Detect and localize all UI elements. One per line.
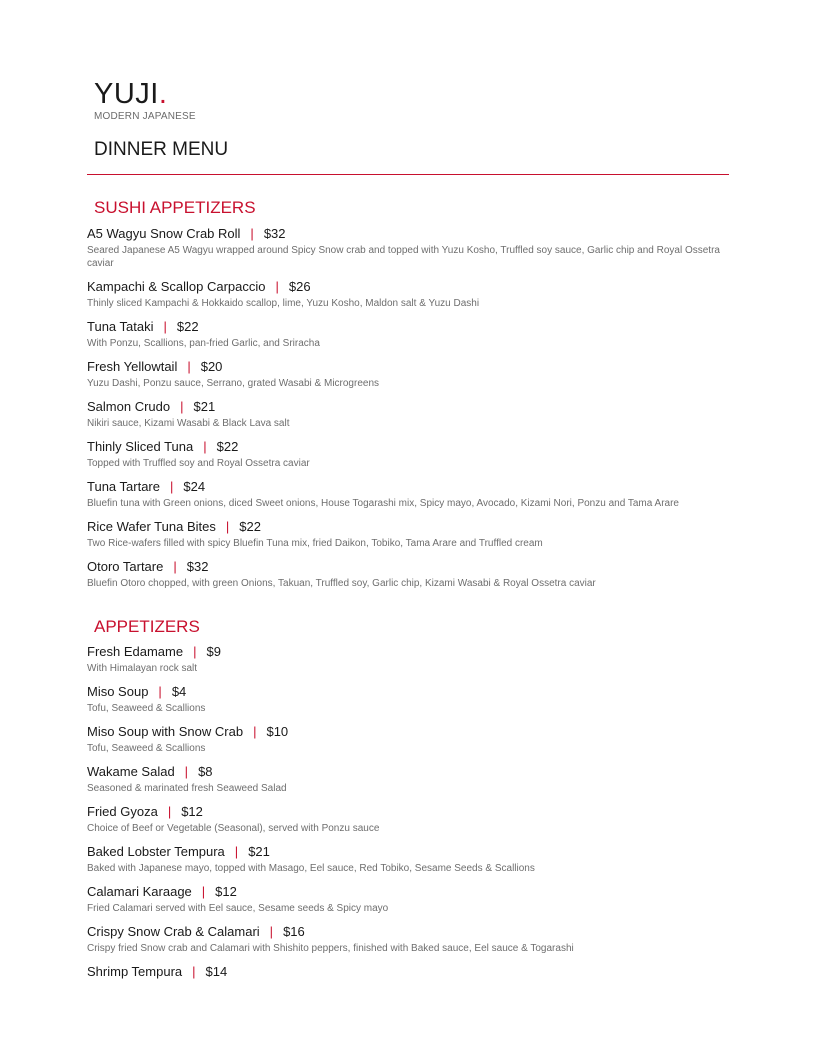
item-description: Bluefin Otoro chopped, with green Onions, Takuan, Truffled soy, Garlic chip, Kizami Wasabi & Royal Ossetra caviar <box>87 578 596 589</box>
menu-item <box>87 884 388 915</box>
price-separator: | <box>193 644 197 659</box>
item-price: $14 <box>205 964 228 979</box>
item-description: With Ponzu, Scallions, pan-fried Garlic, and Sriracha <box>87 338 320 349</box>
menu-item <box>87 439 310 470</box>
item-name: A5 Wagyu Snow Crab Roll <box>87 226 241 241</box>
price-separator: | <box>184 764 189 779</box>
item-description: Tofu, Seaweed & Scallions <box>87 743 206 754</box>
item-name: Shrimp Tempura <box>87 964 183 979</box>
item-description: Seared Japanese A5 Wagyu wrapped around Spicy Snow crab and topped with Yuzu Kosho, Truffled soy sauce, Garlic chip and Royal Ossetra caviar <box>87 245 720 269</box>
price-separator: | <box>192 964 196 979</box>
item-price: $16 <box>283 924 305 939</box>
section-title: SUSHI APPETIZERS <box>94 198 256 217</box>
item-name: Tuna Tataki <box>87 319 154 334</box>
menu-item <box>87 226 732 270</box>
item-price: $4 <box>171 684 187 699</box>
item-price: $22 <box>176 319 199 334</box>
item-description: Tofu, Seaweed & Scallions <box>87 703 206 714</box>
item-description: Bluefin tuna with Green onions, diced Sweet onions, House Togarashi mix, Spicy mayo, Avocado, Kizami Nori, Ponzu and Tama Arare <box>87 498 679 509</box>
item-description: With Himalayan rock salt <box>87 663 198 674</box>
item-description: Choice of Beef or Vegetable (Seasonal), served with Ponzu sauce <box>87 823 380 834</box>
item-name: Miso Soup with Snow Crab <box>87 724 244 739</box>
item-description: Thinly sliced Kampachi & Hokkaido scallop, lime, Yuzu Kosho, Maldon salt & Yuzu Dashi <box>87 298 480 309</box>
item-name: Miso Soup <box>87 684 149 699</box>
item-price: $21 <box>193 399 216 414</box>
item-price: $26 <box>288 279 311 294</box>
item-name: Rice Wafer Tuna Bites <box>87 519 216 534</box>
item-name: Thinly Sliced Tuna <box>87 439 194 454</box>
menu-item <box>87 924 574 955</box>
menu-item <box>87 644 221 675</box>
item-price: $10 <box>266 724 289 739</box>
section-title: APPETIZERS <box>94 617 200 636</box>
item-name: Salmon Crudo <box>87 399 171 414</box>
price-separator: | <box>170 479 174 494</box>
menu-item <box>87 764 287 795</box>
item-name: Baked Lobster Tempura <box>87 844 225 859</box>
price-separator: | <box>253 724 257 739</box>
price-separator: | <box>201 884 206 899</box>
item-price: $32 <box>186 559 209 574</box>
price-separator: | <box>275 279 279 294</box>
price-separator: | <box>158 684 162 699</box>
title-divider <box>87 174 729 175</box>
brand-dot: . <box>158 78 168 110</box>
menu-item <box>87 479 679 510</box>
item-price: $9 <box>206 644 221 659</box>
brand-name: YUJI. <box>94 78 168 110</box>
item-description: Yuzu Dashi, Ponzu sauce, Serrano, grated Wasabi & Microgreens <box>87 378 380 389</box>
menu-item <box>87 319 320 350</box>
price-separator: | <box>163 319 167 334</box>
item-price: $21 <box>248 844 270 859</box>
price-separator: | <box>250 226 254 241</box>
price-separator: | <box>203 439 207 454</box>
menu-item <box>87 804 379 835</box>
item-name: Tuna Tartare <box>87 479 160 494</box>
item-price: $24 <box>183 479 206 494</box>
item-name: Kampachi & Scallop Carpaccio <box>87 279 266 294</box>
price-separator: | <box>187 359 191 374</box>
item-name: Wakame Salad <box>87 764 175 779</box>
menu-item <box>87 844 535 875</box>
item-price: $22 <box>239 519 261 534</box>
item-description: Fried Calamari served with Eel sauce, Sesame seeds & Spicy mayo <box>87 903 389 914</box>
item-description: Nikiri sauce, Kizami Wasabi & Black Lava salt <box>87 418 290 429</box>
item-price: $32 <box>263 226 286 241</box>
item-price: $12 <box>181 804 203 819</box>
price-separator: | <box>167 804 172 819</box>
brand-header <box>94 78 196 122</box>
menu-item <box>87 519 543 550</box>
menu-item <box>87 279 479 310</box>
item-name: Otoro Tartare <box>87 559 164 574</box>
brand-subtitle: MODERN JAPANESE <box>94 111 196 122</box>
menu-title: DINNER MENU <box>94 139 229 160</box>
item-description: Baked with Japanese mayo, topped with Masago, Eel sauce, Red Tobiko, Sesame Seeds & Scallions <box>87 863 535 874</box>
item-description: Crispy fried Snow crab and Calamari with Shishito peppers, finished with Baked sauce, Eel sauce & Togarashi <box>87 943 574 954</box>
item-name: Fresh Yellowtail <box>87 359 178 374</box>
item-price: $8 <box>198 764 213 779</box>
item-price: $22 <box>216 439 239 454</box>
menu-item <box>87 359 379 390</box>
menu-item <box>87 964 227 979</box>
menu-item <box>87 724 288 755</box>
price-separator: | <box>225 519 230 534</box>
price-separator: | <box>180 399 184 414</box>
price-separator: | <box>269 924 274 939</box>
item-description: Two Rice-wafers filled with spicy Bluefin Tuna mix, fried Daikon, Tobiko, Tama Arare and Truffled cream <box>87 538 543 549</box>
menu-item <box>87 399 289 430</box>
menu-item <box>87 684 205 715</box>
item-name: Fresh Edamame <box>87 644 184 659</box>
item-name: Calamari Karaage <box>87 884 192 899</box>
price-separator: | <box>173 559 177 574</box>
item-name: Fried Gyoza <box>87 804 158 819</box>
item-price: $20 <box>200 359 223 374</box>
item-name: Crispy Snow Crab & Calamari <box>87 924 260 939</box>
item-price: $12 <box>215 884 237 899</box>
item-description: Topped with Truffled soy and Royal Ossetra caviar <box>87 458 310 469</box>
item-description: Seasoned & marinated fresh Seaweed Salad <box>87 783 287 794</box>
menu-item <box>87 559 596 590</box>
price-separator: | <box>234 844 239 859</box>
